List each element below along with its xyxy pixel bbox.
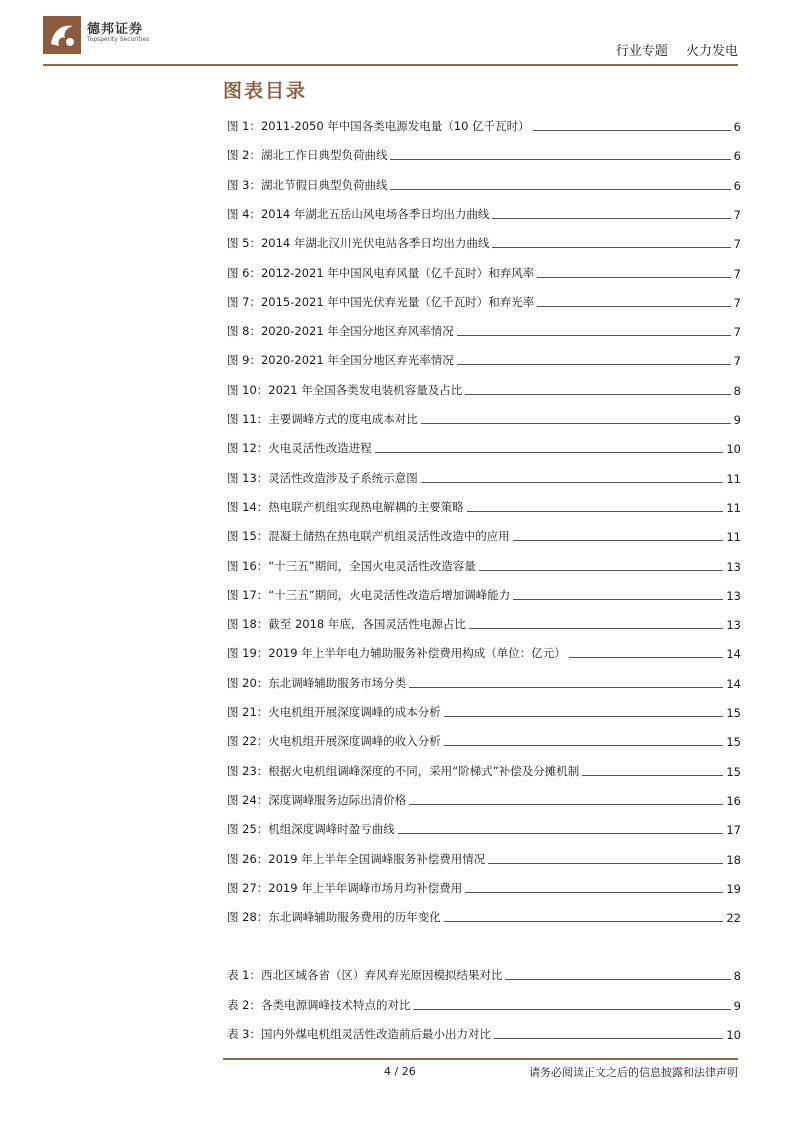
figure-entry[interactable]	[227, 177, 741, 193]
figure-entry[interactable]	[227, 645, 741, 661]
dot-leader	[444, 920, 724, 922]
figure-entry-title: 图 13：灵活性改造涉及子系统示意图	[227, 470, 418, 485]
dot-leader	[444, 715, 724, 717]
figure-entry-title: 图 8：2020-2021 年全国分地区弃风率情况	[227, 324, 454, 339]
table-entry-title: 表 2：各类电源调峰技术特点的对比	[227, 997, 411, 1012]
dot-leader	[533, 129, 731, 131]
table-entry[interactable]	[227, 967, 741, 983]
dot-leader	[457, 334, 731, 336]
figure-entry[interactable]	[227, 382, 741, 398]
header-divider	[43, 64, 738, 66]
figure-entry[interactable]	[227, 294, 741, 310]
logo-mark-icon	[43, 16, 81, 54]
figure-entry-page: 7	[733, 266, 741, 281]
table-entry-title: 表 3：国内外煤电机组灵活性改造前后最小出力对比	[227, 1027, 491, 1041]
figure-entry-page: 16	[726, 793, 741, 808]
figure-entry[interactable]	[227, 821, 741, 837]
dot-leader	[457, 363, 731, 365]
figure-entry-title: 图 15：混凝土储热在热电联产机组灵活性改造中的应用	[227, 529, 510, 544]
figure-entry[interactable]	[227, 499, 741, 515]
table-entry-page: 8	[733, 969, 741, 983]
figure-entry-title: 图 11：主要调峰方式的度电成本对比	[227, 412, 418, 426]
figure-entry-page: 13	[726, 588, 741, 603]
figure-entry[interactable]	[227, 147, 741, 163]
dot-leader	[479, 569, 724, 571]
table-entry[interactable]	[227, 1026, 741, 1042]
dot-leader	[492, 246, 730, 248]
figure-entry-page: 19	[726, 881, 741, 896]
dot-leader	[421, 481, 724, 483]
dot-leader	[390, 158, 730, 160]
figure-entry-title: 图 10：2021 年全国各类发电装机容量及占比	[227, 382, 463, 397]
figure-entry-page: 17	[726, 823, 741, 838]
figure-entry-title: 图 6：2012-2021 年中国风电弃风量（亿千瓦时）和弃风率	[227, 265, 535, 280]
figure-entry-page: 14	[726, 676, 741, 691]
figure-entry-title: 图 21：火电机组开展深度调峰的成本分析	[227, 705, 441, 719]
dot-leader	[582, 774, 723, 776]
figure-entry-title: 图 1：2011-2050 年中国各类电源发电量（10 亿千瓦时）	[227, 119, 530, 133]
table-entry-page: 9	[733, 998, 741, 1013]
section-title: 图表目录	[223, 80, 308, 102]
figure-entry-page: 11	[726, 471, 741, 486]
header-category: 行业专题	[615, 44, 668, 59]
figure-entry-title: 图 25：机组深度调峰时盈亏曲线	[227, 822, 395, 837]
figure-entry[interactable]	[227, 763, 741, 779]
page-number: 4 / 26	[384, 1065, 416, 1078]
footer-disclaimer: 请务必阅读正文之后的信息披露和法律声明	[529, 1066, 738, 1079]
dot-leader	[413, 1008, 730, 1010]
dot-leader	[513, 598, 723, 600]
figure-entry[interactable]	[227, 909, 741, 925]
figure-entry[interactable]	[227, 118, 741, 134]
figure-entry[interactable]	[227, 235, 741, 251]
figure-entry-title: 图 17：“十三五”期间，火电灵活性改造后增加调峰能力	[227, 587, 511, 602]
figure-entry-title: 图 27：2019 年上半年调峰市场月均补偿费用	[227, 880, 463, 895]
figure-entry-title: 图 14：热电联产机组实现热电解耦的主要策略	[227, 499, 464, 514]
figure-entry-page: 14	[726, 647, 741, 662]
logo-name: 德邦证券	[87, 22, 144, 37]
dot-leader	[409, 686, 723, 688]
dot-leader	[409, 803, 723, 805]
figure-entry-page: 11	[726, 530, 741, 545]
figure-entry-title: 图 4：2014 年湖北五岳山风电场各季日均出力曲线	[227, 206, 490, 221]
footer-divider	[223, 1058, 738, 1060]
figure-entry[interactable]	[227, 528, 741, 544]
figure-entry-page: 7	[733, 237, 741, 252]
dot-leader	[390, 188, 730, 190]
figure-entry-page: 11	[726, 500, 741, 515]
figure-entry-page: 10	[726, 442, 741, 457]
dot-leader	[467, 510, 724, 512]
figure-entry-title: 图 23：根据火电机组调峰深度的不同，采用“阶梯式”补偿及分摊机制	[227, 763, 580, 778]
figure-entry-page: 13	[726, 618, 741, 633]
table-entry[interactable]	[227, 997, 741, 1013]
figure-entry-page: 7	[733, 354, 741, 369]
dot-leader	[469, 627, 723, 629]
figure-entry[interactable]	[227, 587, 741, 603]
dot-leader	[421, 422, 731, 424]
figure-entry-title: 图 16：“十三五”期间，全国火电灵活性改造容量	[227, 558, 476, 573]
dot-leader	[488, 862, 723, 864]
company-logo	[43, 16, 183, 54]
figure-entry-page: 7	[733, 295, 741, 310]
figure-entry-page: 7	[733, 325, 741, 340]
dot-leader	[465, 393, 730, 395]
figure-entry-title: 图 24：深度调峰服务边际出清价格	[227, 792, 407, 807]
dot-leader	[375, 451, 724, 453]
figure-entry-page: 15	[726, 764, 741, 779]
table-entry-title: 表 1：西北区域各省（区）弃风弃光原因模拟结果对比	[227, 968, 503, 982]
figure-entry[interactable]	[227, 323, 741, 339]
figure-entry-title: 图 18：截至 2018 年底，各国灵活性电源占比	[227, 617, 466, 632]
figure-entry-page: 6	[733, 120, 741, 134]
figure-entry-title: 图 20：东北调峰辅助服务市场分类	[227, 675, 407, 690]
dot-leader	[465, 891, 723, 893]
dot-leader	[494, 1037, 723, 1039]
header-topic: 火力发电	[685, 44, 738, 59]
figure-entry-title: 图 5：2014 年湖北汉川光伏电站各季日均出力曲线	[227, 236, 490, 251]
figure-entry[interactable]	[227, 733, 741, 749]
figure-entry-title: 图 3：湖北节假日典型负荷曲线	[227, 177, 388, 192]
figure-entry-title: 图 28：东北调峰辅助服务费用的历年变化	[227, 910, 441, 925]
figure-entry-title: 图 9：2020-2021 年全国分地区弃光率情况	[227, 353, 454, 368]
dot-leader	[537, 276, 730, 278]
figure-entry[interactable]	[227, 470, 741, 486]
figure-entry[interactable]	[227, 440, 741, 456]
dot-leader	[513, 539, 724, 541]
figure-entry[interactable]	[227, 206, 741, 222]
dot-leader	[444, 744, 724, 746]
figure-entry[interactable]	[227, 792, 741, 808]
figure-entry-page: 6	[733, 149, 741, 164]
figure-entry-page: 18	[726, 852, 741, 867]
figure-entry-title: 图 22：火电机组开展深度调峰的收入分析	[227, 734, 441, 749]
dot-leader	[505, 978, 730, 980]
figure-entry-page: 15	[726, 706, 741, 720]
figure-entry[interactable]	[227, 616, 741, 632]
figure-entry[interactable]	[227, 675, 741, 691]
dot-leader	[537, 305, 730, 307]
figure-entry[interactable]	[227, 880, 741, 896]
figure-entry[interactable]	[227, 558, 741, 574]
figure-entry-title: 图 7：2015-2021 年中国光伏弃光量（亿千瓦时）和弃光率	[227, 294, 535, 309]
figure-entry[interactable]	[227, 411, 741, 427]
dot-leader	[569, 656, 724, 658]
figure-entry-page: 6	[733, 178, 741, 193]
figure-entry[interactable]	[227, 352, 741, 368]
dot-leader	[398, 832, 724, 834]
dot-leader	[492, 217, 730, 219]
figure-entry[interactable]	[227, 265, 741, 281]
figure-entry-page: 9	[733, 413, 741, 427]
figure-entry-page: 13	[726, 559, 741, 574]
figure-entry-title: 图 26：2019 年上半年全国调峰服务补偿费用情况	[227, 851, 486, 866]
figure-entry-page: 15	[726, 735, 741, 750]
figure-entry-title: 图 19：2019 年上半年电力辅助服务补偿费用构成（单位：亿元）	[227, 646, 566, 661]
logo-english-name: Topsperity Securities	[87, 36, 150, 43]
table-entry-page: 10	[726, 1028, 741, 1042]
figure-entry-title: 图 12：火电灵活性改造进程	[227, 441, 372, 456]
figure-entry[interactable]	[227, 851, 741, 867]
header-tags	[602, 40, 738, 59]
figure-entry-title: 图 2：湖北工作日典型负荷曲线	[227, 148, 388, 163]
figure-entry-page: 8	[733, 383, 741, 398]
figure-entry[interactable]	[227, 704, 741, 720]
figure-entry-page: 7	[733, 207, 741, 222]
figure-entry-page: 22	[726, 911, 741, 926]
